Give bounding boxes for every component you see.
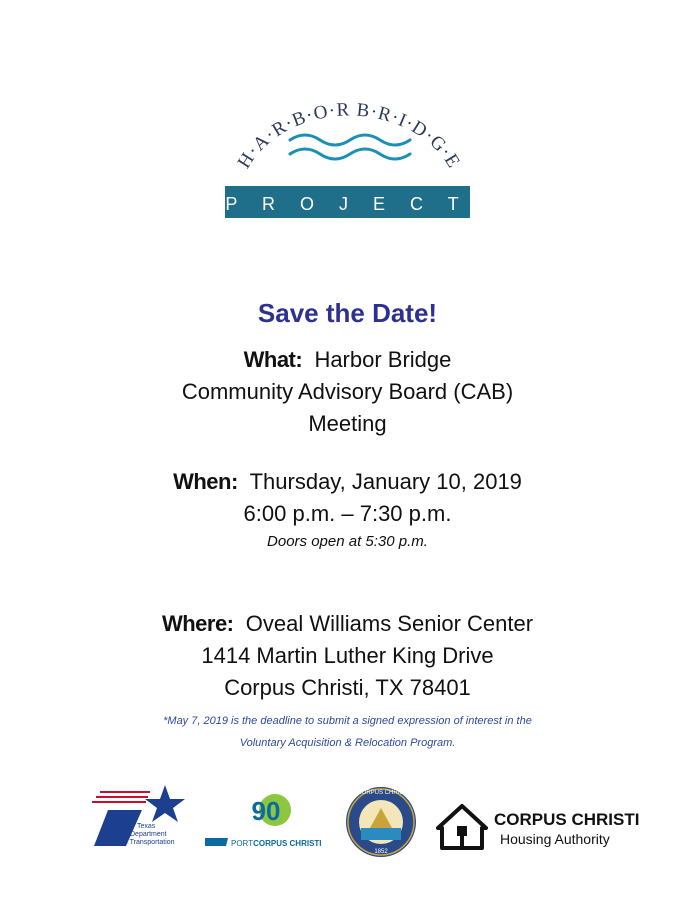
port-anniversary-number: 90 <box>251 796 281 826</box>
txdot-logo <box>92 785 185 846</box>
housing-line1: CORPUS CHRISTI <box>494 810 640 829</box>
port-corpus-christi-logo <box>205 794 322 848</box>
waves-icon <box>290 135 410 159</box>
note-line1: *May 7, 2019 is the deadline to submit a signed expression of interest in the <box>163 715 532 727</box>
what-label: What: <box>243 347 303 372</box>
house-icon <box>438 806 486 848</box>
when-label: When: <box>173 469 238 494</box>
harbor-bridge-project-logo <box>215 80 480 220</box>
note-line2: Voluntary Acquisition & Relocation Program. <box>239 737 456 749</box>
txdot-line1: Texas <box>137 823 156 830</box>
when-time: 6:00 p.m. – 7:30 p.m. <box>243 501 452 526</box>
star-icon <box>145 785 185 822</box>
deadline-note <box>0 710 695 754</box>
when-section <box>0 466 695 554</box>
port-text-a: PORT <box>231 839 254 848</box>
port-text-b: CORPUS CHRISTI <box>253 839 322 848</box>
what-section <box>0 344 695 440</box>
txdot-line2: Department <box>130 831 167 838</box>
logo-arc-text: H·A·R·B·O·R B·R·I·D·G·E <box>233 99 465 173</box>
when-date: Thursday, January 10, 2019 <box>249 469 522 494</box>
seal-ring-text: CITY OF CORPUS CHRISTI TEXAS <box>332 790 430 796</box>
page-title: Save the Date! <box>257 298 438 328</box>
where-street: 1414 Martin Luther King Drive <box>201 643 494 668</box>
where-venue: Oveal Williams Senior Center <box>245 611 534 636</box>
housing-line2: Housing Authority <box>500 831 610 847</box>
where-city: Corpus Christi, TX 78401 <box>224 675 471 700</box>
housing-authority-logo <box>438 806 639 848</box>
txdot-line3: of Transportation <box>122 839 175 846</box>
what-line3: Meeting <box>308 411 387 436</box>
svg-text:PORTCORPUS CHRISTI <box>231 839 322 848</box>
where-label: Where: <box>161 611 234 636</box>
doors-open-note: Doors open at 5:30 p.m. <box>267 533 428 550</box>
city-seal-logo <box>332 787 430 857</box>
svg-text:H·A·R·B·O·R B·R·I·D·G·E <box>234 99 465 172</box>
what-line2: Community Advisory Board (CAB) <box>181 379 514 404</box>
sponsor-logos <box>0 780 695 870</box>
logo-band-text: P R O J E C T <box>225 194 469 214</box>
where-section <box>0 608 695 704</box>
port-flag-icon <box>205 838 228 846</box>
seal-year: 1852 <box>374 849 388 855</box>
what-line1: Harbor Bridge <box>314 347 452 372</box>
